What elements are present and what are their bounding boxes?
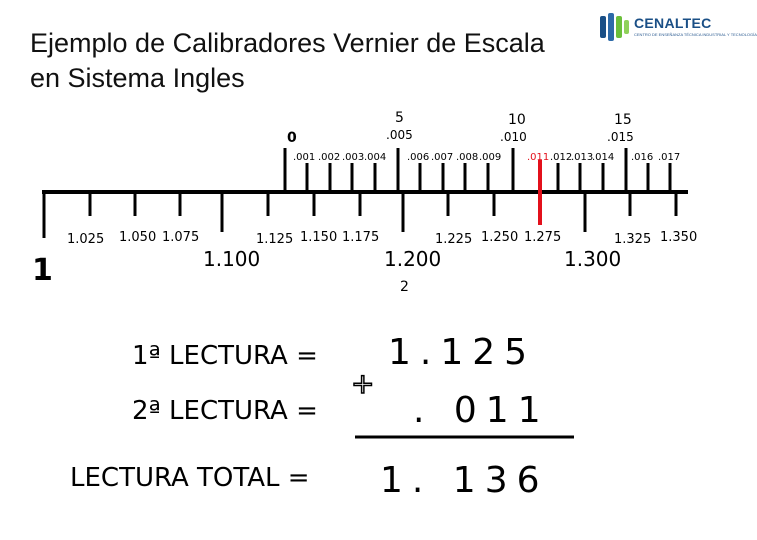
slide-title: Ejemplo de Calibradores Vernier de Escala en Sistema Ingles	[30, 28, 545, 93]
first-reading-value: 1.125	[388, 332, 537, 373]
main-scale-label-1350: 1.350	[660, 230, 698, 245]
main-scale-label-1325: 1.325	[614, 232, 652, 247]
vernier-small-001: .001	[293, 152, 316, 163]
vernier-small-006: .006	[407, 152, 430, 163]
second-reading-label: 2ª LECTURA =	[132, 396, 318, 426]
vernier-small-016: .016	[631, 152, 654, 163]
main-scale-label-1100: 1.100	[203, 247, 261, 271]
main-scale-label-1300: 1.300	[564, 247, 622, 271]
vernier-number-15: 15	[614, 112, 632, 128]
main-scale-label-1225: 1.225	[435, 232, 473, 247]
vernier-small-014: .014	[592, 152, 615, 163]
vernier-small-007: .007	[431, 152, 454, 163]
main-scale-label-1050: 1.050	[119, 230, 157, 245]
vernier-small-008: .008	[456, 152, 479, 163]
vernier-decimal-010: .010	[500, 130, 527, 144]
main-scale-label-1150: 1.150	[300, 230, 338, 245]
logo-name: CENALTEC	[634, 15, 712, 31]
vernier-decimal-015: .015	[607, 130, 634, 144]
main-scale-label-1075: 1.075	[162, 230, 200, 245]
main-scale-sub-label: 2	[400, 279, 409, 295]
vernier-small-003: .003	[342, 152, 365, 163]
plus-icon: +	[351, 367, 375, 400]
logo-tagline: CENTRO DE ENSEÑANZA TÉCNICA INDUSTRIAL Y TECNOLOGÍA	[634, 32, 757, 37]
total-reading-label: LECTURA TOTAL =	[70, 463, 310, 493]
vernier-small-002: .002	[318, 152, 341, 163]
main-scale-label-1025: 1.025	[67, 232, 105, 247]
first-reading-label: 1ª LECTURA =	[132, 341, 318, 371]
vernier-small-004: .004	[364, 152, 387, 163]
vernier-small-009: .009	[479, 152, 502, 163]
vernier-number-10: 10	[508, 112, 526, 128]
vernier-number-0: 0	[287, 130, 297, 146]
main-scale-label-1250: 1.250	[481, 230, 519, 245]
vernier-small-012: .012	[550, 152, 573, 163]
main-scale-label-1175: 1.175	[342, 230, 380, 245]
main-scale-label-1200: 1.200	[384, 247, 442, 271]
main-scale-start-label: 1	[32, 253, 53, 288]
vernier-small-011-highlight: .011	[527, 152, 550, 163]
vernier-decimal-005: .005	[386, 128, 413, 142]
total-reading-value: 1. 136	[380, 460, 549, 501]
vernier-number-5: 5	[395, 110, 404, 126]
second-reading-value: . 011	[413, 390, 550, 431]
main-scale-label-1275: 1.275	[524, 230, 562, 245]
main-scale-label-1125: 1.125	[256, 232, 294, 247]
vernier-small-017: .017	[658, 152, 681, 163]
vernier-small-013: .013	[571, 152, 594, 163]
